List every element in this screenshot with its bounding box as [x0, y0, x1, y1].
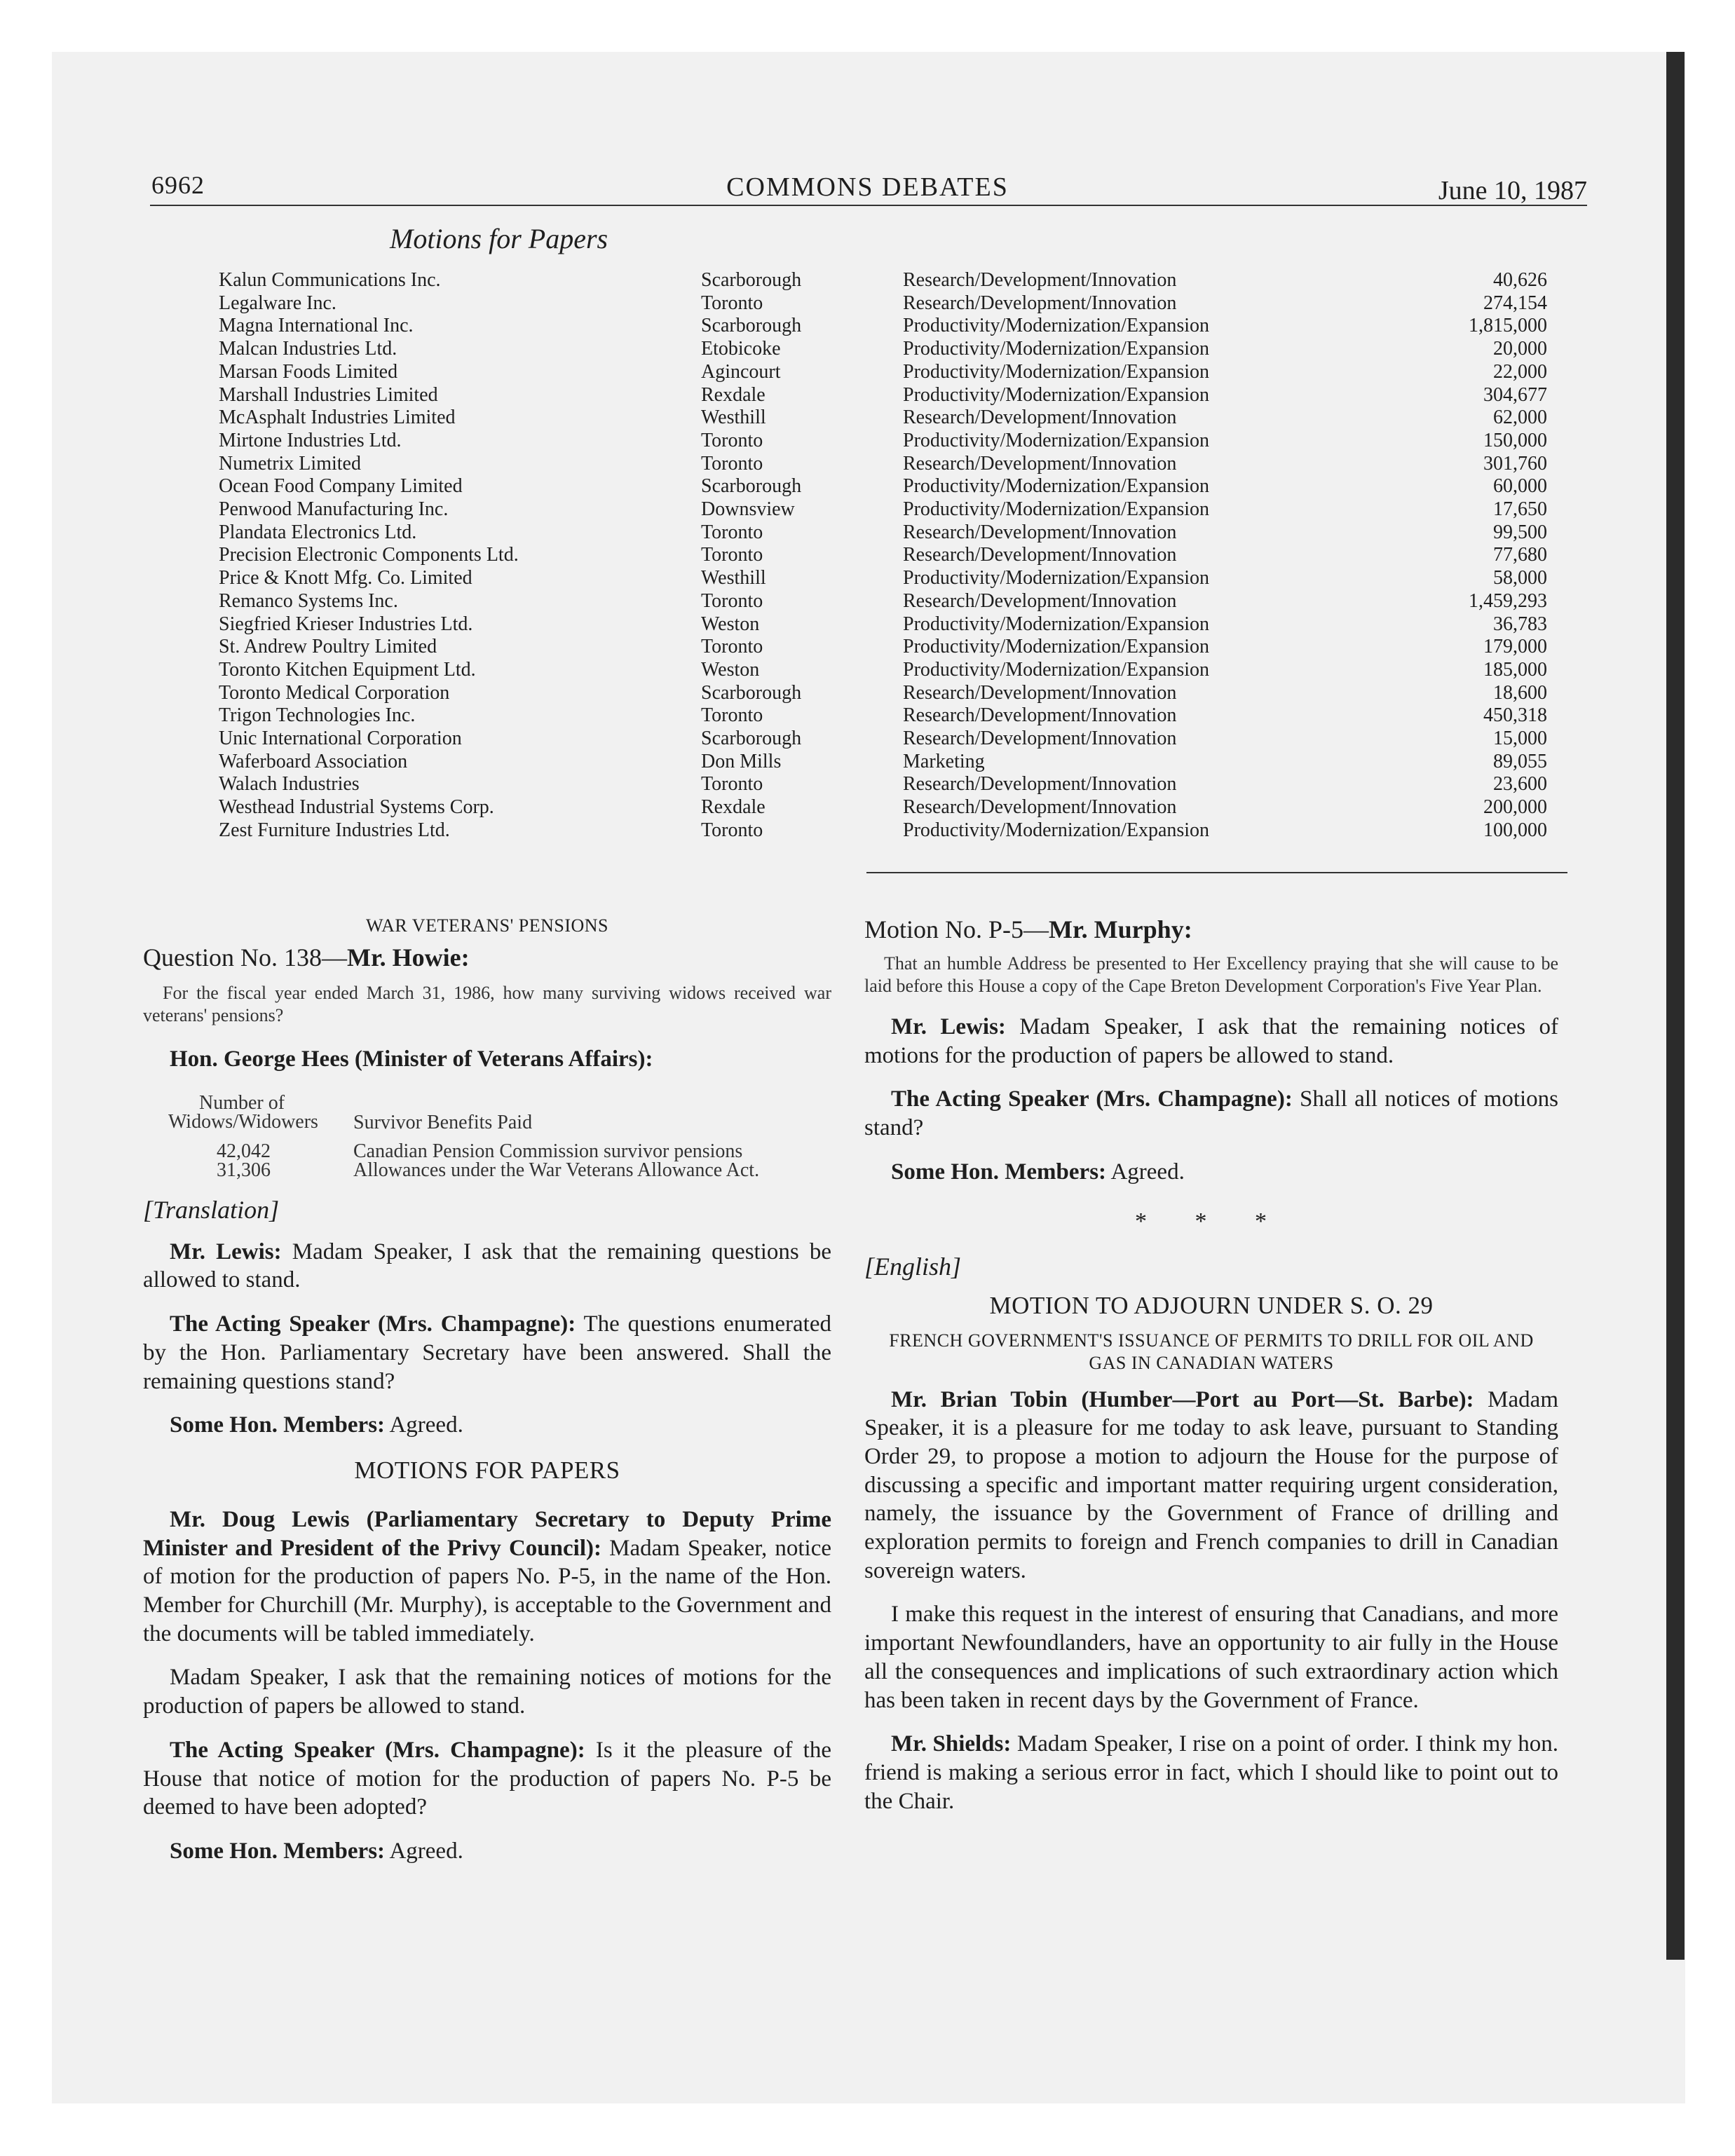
city-cell: Rexdale [701, 796, 766, 819]
page-date: June 10, 1987 [1438, 176, 1587, 205]
speech: Madam Speaker, I ask that the remaining notices of motions for the production of papers be allowed to stand. [864, 1014, 1558, 1068]
amount-cell: 450,318 [1483, 704, 1547, 727]
company-cell: Westhead Industrial Systems Corp. [219, 796, 494, 819]
city-cell: Rexdale [701, 383, 766, 406]
city-cell: Scarborough [701, 269, 802, 291]
motions-for-papers-heading: MOTIONS FOR PAPERS [354, 1456, 620, 1484]
motion-member: Mr. Murphy: [1049, 915, 1192, 943]
company-cell: Plandata Electronics Ltd. [219, 521, 417, 543]
motion-text: That an humble Address be presented to Her Excellency praying that she will cause to be laid before this House a copy of the Cape Breton Development Corporation's Five Year Plan. [864, 953, 1558, 996]
amount-cell: 77,680 [1493, 544, 1547, 566]
pension-col1-head-line1: Number of [199, 1091, 285, 1114]
amount-cell: 58,000 [1493, 567, 1547, 589]
paragraph [864, 1013, 1558, 1070]
journal-title: COMMONS DEBATES [726, 172, 1009, 202]
amount-cell: 62,000 [1493, 407, 1547, 429]
amount-cell: 15,000 [1493, 728, 1547, 750]
city-cell: Scarborough [701, 728, 802, 750]
purpose-cell: Productivity/Modernization/Expansion [903, 658, 1210, 681]
paragraph [143, 1238, 831, 1295]
paragraph [864, 1386, 1558, 1585]
company-cell: Siegfried Krieser Industries Ltd. [219, 613, 473, 635]
city-cell: Scarborough [701, 315, 802, 337]
city-cell: Don Mills [701, 750, 782, 772]
paragraph: I make this request in the interest of ensuring that Canadians, and more important Newfoundlanders, have an opportunity to air fully in the House all the consequences and implications of such extraordinary action which has been taken in recent days by the Government of France. [864, 1602, 1558, 1713]
question-text: For the fiscal year ended March 31, 1986, how many surviving widows received war veterans' pensions? [143, 983, 831, 1025]
question-heading [143, 943, 831, 972]
city-cell: Etobicoke [701, 338, 781, 360]
amount-cell: 36,783 [1493, 613, 1547, 635]
amount-cell: 100,000 [1483, 819, 1547, 841]
company-cell: Toronto Kitchen Equipment Ltd. [219, 658, 476, 681]
running-head: Motions for Papers [390, 223, 608, 254]
adjourn-subheading: FRENCH GOVERNMENT'S ISSUANCE OF PERMITS TO DRILL FOR OIL AND GAS IN CANADIAN WATERS [889, 1330, 1534, 1373]
purpose-cell: Productivity/Modernization/Expansion [903, 338, 1210, 360]
adjourn-heading: MOTION TO ADJOURN UNDER S. O. 29 [989, 1291, 1434, 1319]
purpose-cell: Productivity/Modernization/Expansion [903, 613, 1210, 635]
purpose-cell: Research/Development/Innovation [903, 521, 1177, 543]
speech: The questions enumerated by the Hon. Parliamentary Secretary have been answered. Shall the remaining questions stand? [143, 1311, 831, 1394]
paragraph [864, 1085, 1558, 1142]
company-cell: Marshall Industries Limited [219, 383, 438, 406]
company-cell: Kalun Communications Inc. [219, 269, 441, 291]
city-cell: Toronto [701, 636, 763, 658]
city-cell: Weston [701, 658, 760, 681]
company-cell: Zest Furniture Industries Ltd. [219, 819, 450, 841]
amount-cell: 23,600 [1493, 773, 1547, 796]
speech: Madam Speaker, it is a pleasure for me today to ask leave, pursuant to Standing Order 29, to propose a motion to adjourn the House for the purpose of discussing a specific and important matter requiring urgent consideration, namely, the issuance by the Government of France of drilling and exploration permits to foreign and French companies to drill in Canadian sovereign waters. [864, 1386, 1558, 1583]
speaker: Mr. Brian Tobin (Humber—Port au Port—St. Barbe): [891, 1386, 1474, 1412]
speech: Agreed. [385, 1838, 463, 1864]
company-cell: Trigon Technologies Inc. [219, 704, 416, 727]
company-cell: Marsan Foods Limited [219, 360, 398, 383]
speaker: Mr. Doug Lewis (Parliamentary Secretary to Deputy Prime Minister and President of the Privy Council): [143, 1506, 831, 1561]
table-end-rule [866, 872, 1567, 873]
paragraph [864, 1158, 1558, 1187]
company-cell: Penwood Manufacturing Inc. [219, 498, 449, 521]
paragraph [143, 1310, 831, 1396]
speech: Agreed. [1106, 1159, 1185, 1185]
city-cell: Scarborough [701, 681, 802, 704]
amount-cell: 1,815,000 [1469, 315, 1547, 337]
translation-label: [Translation] [143, 1195, 280, 1224]
company-column [219, 269, 519, 842]
city-cell: Toronto [701, 521, 763, 543]
amount-cell: 20,000 [1493, 338, 1547, 360]
city-cell: Toronto [701, 704, 763, 727]
purpose-cell: Productivity/Modernization/Expansion [903, 498, 1210, 521]
purpose-cell: Productivity/Modernization/Expansion [903, 567, 1210, 589]
city-cell: Westhill [701, 407, 766, 429]
paragraph [143, 1837, 831, 1866]
company-cell: Mirtone Industries Ltd. [219, 429, 402, 451]
right-text-column [864, 915, 1558, 1815]
purpose-cell: Productivity/Modernization/Expansion [903, 383, 1210, 406]
pension-row1-count: 42,042 [217, 1140, 271, 1162]
city-cell: Toronto [701, 292, 763, 314]
purpose-cell: Marketing [903, 750, 985, 772]
amount-cell: 17,650 [1493, 498, 1547, 521]
answer-speaker-name: Hon. George Hees (Minister of Veterans Affairs): [170, 1046, 653, 1072]
amount-cell: 1,459,293 [1469, 589, 1547, 612]
company-cell: Numetrix Limited [219, 452, 361, 475]
amount-cell: 150,000 [1483, 429, 1547, 451]
city-cell: Agincourt [701, 360, 781, 383]
amount-cell: 274,154 [1483, 292, 1547, 314]
amount-cell: 18,600 [1493, 681, 1547, 704]
speech: Madam Speaker, I rise on a point of order. I think my hon. friend is making a serious error in fact, which I should like to point out to the Chair. [864, 1731, 1558, 1814]
city-cell: Westhill [701, 567, 766, 589]
paragraph [143, 1506, 831, 1649]
speech: Madam Speaker, notice of motion for the production of papers No. P-5, in the name of the Hon. Member for Churchill (Mr. Murphy), is acceptable to the Government and the documents will be tabled immediately. [143, 1535, 832, 1646]
speaker: Some Hon. Members: [891, 1159, 1107, 1185]
pension-col2-head: Survivor Benefits Paid [353, 1111, 533, 1133]
english-label: [English] [864, 1252, 962, 1281]
page-number: 6962 [151, 171, 205, 199]
purpose-cell: Productivity/Modernization/Expansion [903, 360, 1210, 383]
purpose-cell: Research/Development/Innovation [903, 773, 1177, 796]
amount-cell: 304,677 [1483, 383, 1547, 406]
header-rule [150, 205, 1587, 206]
city-column [701, 269, 801, 842]
left-text-column [143, 915, 831, 1866]
purpose-cell: Productivity/Modernization/Expansion [903, 636, 1210, 658]
company-cell: Ocean Food Company Limited [219, 475, 463, 498]
purpose-cell: Research/Development/Innovation [903, 796, 1177, 819]
company-cell: Walach Industries [219, 773, 360, 796]
speaker: Some Hon. Members: [170, 1412, 386, 1438]
company-cell: Precision Electronic Components Ltd. [219, 544, 519, 566]
amount-cell: 22,000 [1493, 360, 1547, 383]
purpose-cell: Research/Development/Innovation [903, 704, 1177, 727]
speaker: Some Hon. Members: [170, 1838, 386, 1864]
pension-row2-desc: Allowances under the War Veterans Allowance Act. [353, 1159, 760, 1181]
amount-cell: 89,055 [1493, 750, 1547, 772]
amount-cell: 200,000 [1483, 796, 1547, 819]
city-cell: Toronto [701, 819, 763, 841]
city-cell: Toronto [701, 544, 763, 566]
paragraph: Madam Speaker, I ask that the remaining notices of motions for the production of papers be allowed to stand. [143, 1665, 831, 1719]
speaker: Mr. Shields: [891, 1731, 1012, 1757]
purpose-cell: Research/Development/Innovation [903, 681, 1177, 704]
purpose-cell: Research/Development/Innovation [903, 544, 1177, 566]
purpose-cell: Research/Development/Innovation [903, 292, 1177, 314]
amount-cell: 179,000 [1483, 636, 1547, 658]
paragraph [143, 1411, 831, 1440]
binding-edge-shadow [1666, 52, 1685, 1960]
purpose-column [903, 269, 1209, 842]
company-cell: Legalware Inc. [219, 292, 336, 314]
speech: Is it the pleasure of the House that notice of motion for the production of papers No. P-5 be deemed to have been adopted? [143, 1737, 831, 1820]
company-cell: Remanco Systems Inc. [219, 589, 398, 612]
speech: Shall all notices of motions stand? [864, 1086, 1558, 1141]
purpose-cell: Research/Development/Innovation [903, 452, 1177, 475]
question-member: Mr. Howie: [347, 943, 470, 971]
company-cell: Magna International Inc. [219, 315, 414, 337]
city-cell: Toronto [701, 429, 763, 451]
company-cell: Toronto Medical Corporation [219, 681, 450, 704]
purpose-cell: Productivity/Modernization/Expansion [903, 315, 1210, 337]
company-cell: Price & Knott Mfg. Co. Limited [219, 567, 472, 589]
speaker: Mr. Lewis: [891, 1014, 1006, 1039]
amount-cell: 301,760 [1483, 452, 1547, 475]
purpose-cell: Productivity/Modernization/Expansion [903, 819, 1210, 841]
speaker: The Acting Speaker (Mrs. Champagne): [170, 1311, 576, 1337]
speaker: The Acting Speaker (Mrs. Champagne): [891, 1086, 1293, 1112]
motion-heading [864, 915, 1558, 944]
purpose-cell: Research/Development/Innovation [903, 589, 1177, 612]
amount-cell: 60,000 [1493, 475, 1547, 498]
paragraph [143, 1736, 831, 1822]
purpose-cell: Research/Development/Innovation [903, 269, 1177, 291]
amount-column [1388, 269, 1547, 842]
pension-row2-count: 31,306 [217, 1159, 271, 1181]
city-cell: Weston [701, 613, 760, 635]
city-cell: Toronto [701, 452, 763, 475]
purpose-cell: Research/Development/Innovation [903, 407, 1177, 429]
city-cell: Toronto [701, 773, 763, 796]
city-cell: Scarborough [701, 475, 802, 498]
speech: Agreed. [385, 1412, 463, 1438]
question-prefix: Question No. 138— [143, 943, 347, 971]
purpose-cell: Research/Development/Innovation [903, 728, 1177, 750]
speech: Madam Speaker, I ask that the remaining questions be allowed to stand. [143, 1239, 831, 1293]
company-cell: McAsphalt Industries Limited [219, 407, 456, 429]
city-cell: Toronto [701, 589, 763, 612]
pension-row1-desc: Canadian Pension Commission survivor pensions [353, 1140, 743, 1162]
city-cell: Downsview [701, 498, 795, 521]
amount-cell: 40,626 [1493, 269, 1547, 291]
company-cell: Malcan Industries Ltd. [219, 338, 397, 360]
motion-prefix: Motion No. P-5— [864, 915, 1049, 943]
company-cell: St. Andrew Poultry Limited [219, 636, 437, 658]
pension-col1-head-line2: Widows/Widowers [168, 1110, 318, 1133]
amount-cell: 99,500 [1493, 521, 1547, 543]
company-cell: Waferboard Association [219, 750, 408, 772]
purpose-cell: Productivity/Modernization/Expansion [903, 475, 1210, 498]
purpose-cell: Productivity/Modernization/Expansion [903, 429, 1210, 451]
speaker: The Acting Speaker (Mrs. Champagne): [170, 1737, 585, 1763]
pension-table [143, 1081, 831, 1186]
company-cell: Unic International Corporation [219, 728, 462, 750]
answer-speaker [143, 1045, 831, 1074]
paragraph [864, 1730, 1558, 1815]
section-separator-stars: * * * [1135, 1208, 1288, 1234]
war-veterans-heading: WAR VETERANS' PENSIONS [365, 915, 609, 936]
speaker: Mr. Lewis: [170, 1239, 282, 1264]
amount-cell: 185,000 [1483, 658, 1547, 681]
